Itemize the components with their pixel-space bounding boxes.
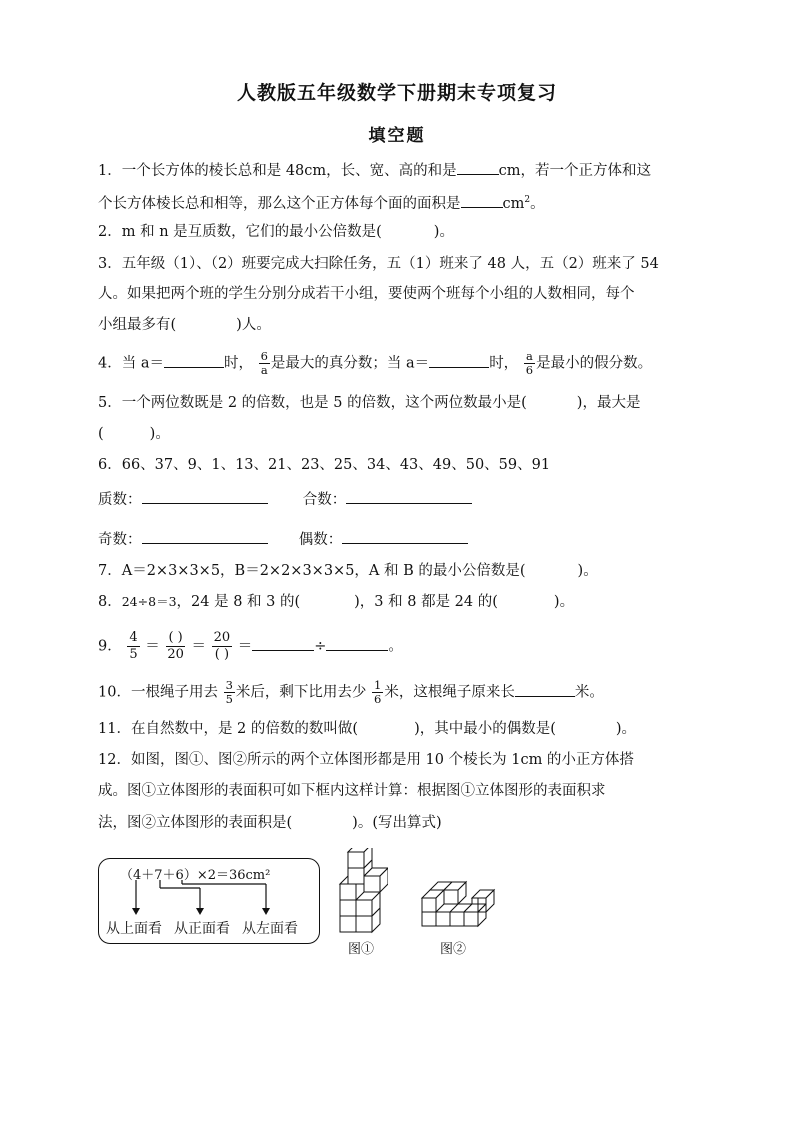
- question-6-odd-row: 奇数： 偶数：: [98, 529, 468, 550]
- view-label-left: 从左面看: [242, 921, 298, 937]
- fraction-6-over-a: $\frac{6}{a}$: [260, 349, 268, 377]
- answer-blank[interactable]: [429, 353, 489, 368]
- question-3-line-1: 3．五年级（1）、（2）班要完成大扫除任务，五（1）班来了 48 人，五（2）班来了 54: [98, 256, 659, 272]
- dividend-blank[interactable]: [252, 636, 314, 651]
- question-3-line-2: 人。如果把两个班的学生分别分成若干小组，要使两个班每个小组的人数相同，每个: [98, 286, 635, 302]
- question-3-line-3: 小组最多有( )人。: [98, 317, 271, 333]
- question-9: 9． $\frac{4}{5}$ ＝ $\frac{( )}{20}$ ＝ $\frac{20}{( )}$ ＝ ÷ 。: [98, 630, 403, 662]
- question-1-line-1: 1．一个长方体的棱长总和是 48cm，长、宽、高的和是 cm，若一个正方体和这: [98, 160, 651, 181]
- answer-blank[interactable]: [164, 353, 224, 368]
- fraction-4-over-5: $\frac{4}{5}$: [129, 630, 138, 662]
- question-2: 2．m 和 n 是互质数，它们的最小公倍数是( )。: [98, 224, 454, 240]
- divisor-blank[interactable]: [326, 636, 388, 651]
- view-label-front: 从正面看: [174, 921, 230, 937]
- question-8: 8．24÷8＝3，24 是 8 和 3 的( )，3 和 8 都是 24 的( )。: [98, 594, 575, 610]
- question-12-line-1: 12．如图，图①、图②所示的两个立体图形都是用 10 个棱长为 1cm 的小正方体搭: [98, 752, 634, 768]
- question-5-line-1: 5．一个两位数既是 2 的倍数，也是 5 的倍数，这个两位数最小是( )，最大是: [98, 395, 641, 411]
- answer-blank[interactable]: [457, 160, 499, 175]
- odd-answer-blank[interactable]: [142, 529, 268, 544]
- even-answer-blank[interactable]: [342, 529, 468, 544]
- fraction-blank-over-20[interactable]: $\frac{( )}{20}$: [167, 630, 184, 662]
- composite-answer-blank[interactable]: [346, 489, 472, 504]
- question-7: 7．A＝2×3×3×5，B＝2×2×3×3×5，A 和 B 的最小公倍数是( )。: [98, 563, 598, 579]
- question-11: 11．在自然数中，是 2 的倍数的数叫做( )，其中最小的偶数是( )。: [98, 721, 637, 737]
- question-4: 4．当 a＝ 时， $\frac{6}{a}$ 是最大的真分数；当 a＝ 时， $\frac{a}{6}$ 是最小的假分数。: [98, 349, 653, 377]
- prime-answer-blank[interactable]: [142, 489, 268, 504]
- answer-blank[interactable]: [461, 193, 503, 208]
- view-label-top: 从上面看: [106, 921, 162, 937]
- answer-blank[interactable]: [515, 682, 575, 697]
- box-formula: （4＋7＋6）×2＝36cm²: [120, 868, 271, 883]
- figure-2-label: 图②: [440, 942, 467, 957]
- section-title: 填空题: [368, 126, 426, 146]
- fraction-3-over-5: $\frac{3}{5}$: [225, 678, 233, 706]
- figure-1-label: 图①: [348, 942, 375, 957]
- fraction-a-over-6: $\frac{a}{6}$: [525, 349, 534, 377]
- question-12-line-2: 成。图①立体图形的表面积可如下框内这样计算：根据图①立体图形的表面积求: [98, 783, 606, 799]
- figure-1-cube-stack: [336, 848, 388, 938]
- figure-2-cube-arrangement: [418, 876, 500, 932]
- question-12-line-3: 法，图②立体图形的表面积是( )。(写出算式): [98, 815, 442, 831]
- question-10: 10．一根绳子用去 $\frac{3}{5}$ 米后，剩下比用去少 $\frac{1}{6}$ 米，这根绳子原来长 米。: [98, 678, 604, 706]
- arrow-lines: [98, 858, 320, 918]
- page-title: 人教版五年级数学下册期末专项复习: [236, 82, 557, 104]
- question-1-line-2: 个长方体棱长总和相等，那么这个正方体每个面的面积是 $cm^2$。: [98, 190, 545, 214]
- question-5-line-2: ( )。: [98, 426, 170, 442]
- fraction-20-over-blank[interactable]: $\frac{20}{( )}$: [213, 630, 231, 662]
- fraction-1-over-6: $\frac{1}{6}$: [374, 678, 382, 706]
- question-6-prime-row: 质数： 合数：: [98, 489, 472, 510]
- question-6-number-list: 6．66、37、9、1、13、21、23、25、34、43、49、50、59、91: [98, 457, 551, 473]
